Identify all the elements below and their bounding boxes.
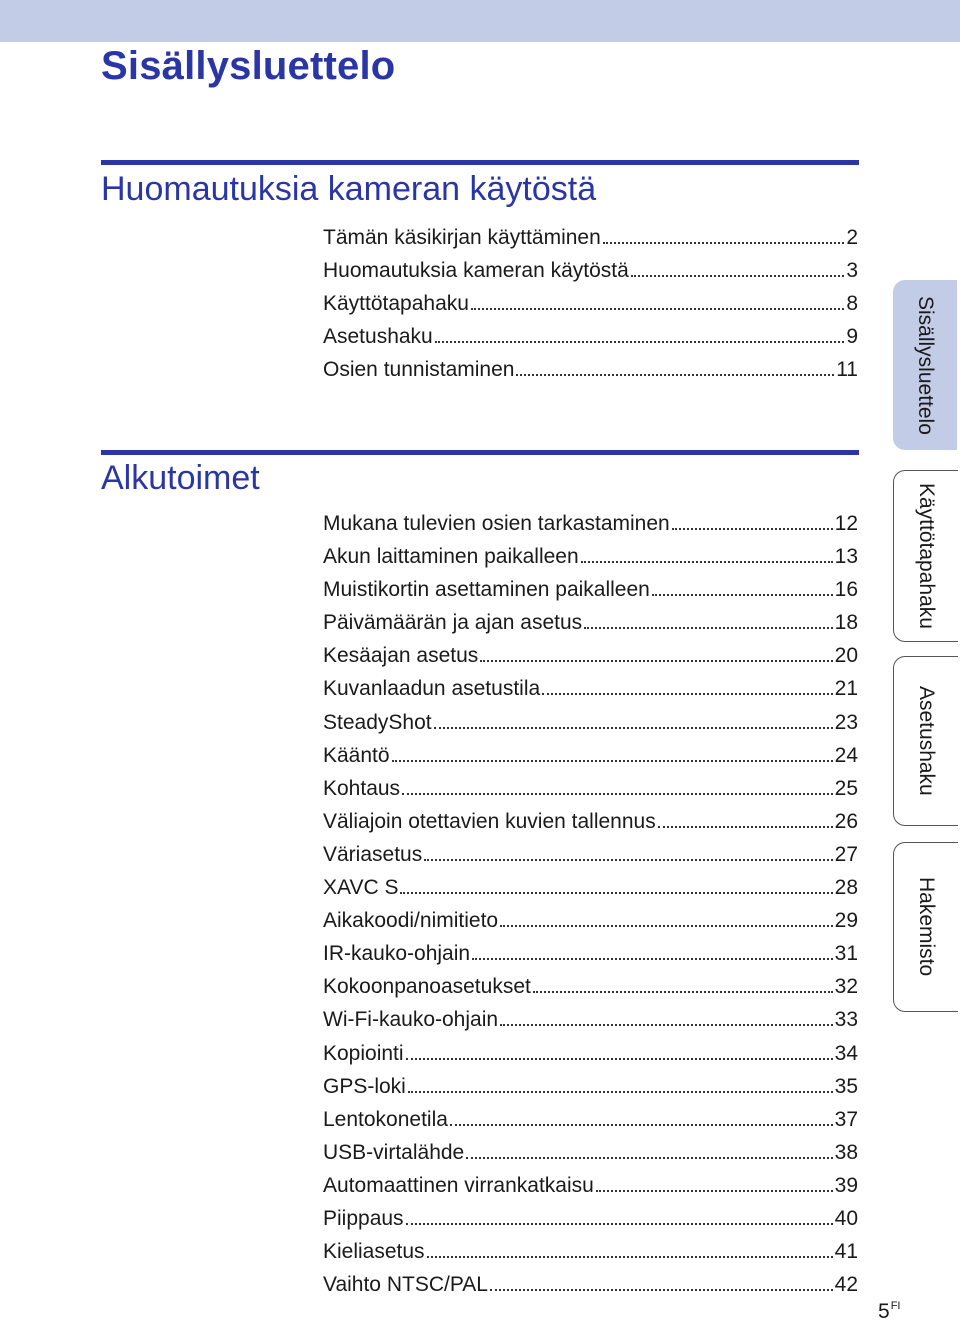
tab-label: Käyttötapahaku bbox=[915, 483, 938, 629]
dot-leader bbox=[658, 822, 833, 828]
tab-hakemisto[interactable] bbox=[893, 842, 958, 1012]
toc-entry-label: Muistikortin asettaminen paikalleen bbox=[323, 578, 650, 602]
dot-leader bbox=[603, 238, 845, 244]
toc-entry-label: Aikakoodi/nimitieto bbox=[323, 909, 499, 933]
toc-entry-page: 28 bbox=[834, 876, 858, 900]
toc-entry-label: Automaattinen virrankatkaisu bbox=[323, 1173, 594, 1197]
toc-entry-page: 31 bbox=[834, 942, 858, 966]
toc-entry-page: 40 bbox=[834, 1206, 858, 1230]
toc-entry-page: 2 bbox=[846, 226, 858, 249]
toc-entry[interactable] bbox=[323, 292, 858, 325]
toc-entry-label: Kääntö bbox=[323, 743, 390, 767]
dot-leader bbox=[672, 524, 833, 530]
toc-entry-page: 29 bbox=[834, 909, 858, 933]
toc-entry[interactable] bbox=[323, 744, 858, 777]
toc-entry-page: 27 bbox=[834, 842, 858, 866]
toc-entry-page: 23 bbox=[834, 710, 858, 734]
toc-entry-page: 32 bbox=[834, 975, 858, 999]
toc-entry-page: 42 bbox=[834, 1273, 858, 1297]
dot-leader bbox=[434, 723, 833, 729]
toc-entry-label: Kesäajan asetus bbox=[323, 644, 479, 668]
toc-entry-page: 37 bbox=[834, 1107, 858, 1131]
dot-leader bbox=[472, 954, 833, 960]
toc-entry[interactable] bbox=[323, 677, 858, 710]
dot-leader bbox=[516, 370, 834, 376]
dot-leader bbox=[392, 756, 833, 762]
toc-entry[interactable] bbox=[323, 358, 858, 391]
toc-entry-page: 35 bbox=[834, 1074, 858, 1098]
toc-entry-page: 16 bbox=[834, 578, 858, 602]
tab-label: Hakemisto bbox=[915, 877, 938, 977]
section-heading: Alkutoimet bbox=[101, 459, 260, 497]
toc-entry-label: Väriasetus bbox=[323, 842, 423, 866]
toc-entry-page: 25 bbox=[834, 776, 858, 800]
toc-entry-label: Väliajoin otettavien kuvien tallennus bbox=[323, 809, 656, 833]
toc-entry[interactable] bbox=[323, 909, 858, 942]
page-title: Sisällysluettelo bbox=[101, 44, 396, 88]
toc-entry-page: 24 bbox=[834, 743, 858, 767]
toc-entry[interactable] bbox=[323, 975, 858, 1008]
toc-entry-label: Tämän käsikirjan käyttäminen bbox=[323, 226, 601, 249]
dot-leader bbox=[652, 590, 833, 596]
tab-asetushaku[interactable] bbox=[893, 656, 958, 826]
toc-entry[interactable] bbox=[323, 611, 858, 644]
toc-entry-label: Vaihto NTSC/PAL bbox=[323, 1273, 488, 1297]
toc-entry[interactable] bbox=[323, 810, 858, 843]
section-heading: Huomautuksia kameran käytöstä bbox=[101, 170, 597, 208]
toc-entry-page: 33 bbox=[834, 1008, 858, 1032]
dot-leader bbox=[402, 789, 833, 795]
dot-leader bbox=[490, 1285, 833, 1291]
dot-leader bbox=[406, 1219, 833, 1225]
toc-entry[interactable] bbox=[323, 1108, 858, 1141]
toc-entry-label: Kopiointi bbox=[323, 1041, 404, 1065]
toc-entry-page: 38 bbox=[834, 1140, 858, 1164]
toc-entry-label: Osien tunnistaminen bbox=[323, 358, 515, 382]
toc-entry-label: Kuvanlaadun asetustila bbox=[323, 677, 541, 701]
tab-sisallysluettelo[interactable] bbox=[893, 280, 957, 450]
toc-entry[interactable] bbox=[323, 325, 858, 358]
page-number bbox=[878, 1300, 900, 1324]
dot-leader bbox=[471, 304, 844, 310]
toc-entry-label: Käyttötapahaku bbox=[323, 292, 469, 316]
dot-leader bbox=[480, 656, 832, 662]
toc-entry[interactable] bbox=[323, 1273, 858, 1306]
toc-entry-label: Asetushaku bbox=[323, 325, 433, 349]
toc-entry-label: Huomautuksia kameran käytöstä bbox=[323, 259, 629, 283]
toc-entry[interactable] bbox=[323, 1240, 858, 1273]
dot-leader bbox=[466, 1153, 832, 1159]
toc-entry-page: 41 bbox=[834, 1240, 858, 1264]
toc-entry[interactable] bbox=[323, 777, 858, 810]
toc-entry[interactable] bbox=[323, 711, 858, 744]
toc-entry-label: XAVC S bbox=[323, 876, 399, 900]
dot-leader bbox=[408, 1087, 833, 1093]
tab-kayttotapahaku[interactable] bbox=[893, 470, 958, 642]
toc-entry-page: 3 bbox=[846, 259, 858, 283]
toc-list bbox=[323, 226, 858, 391]
toc-entry-label: IR-kauko-ohjain bbox=[323, 942, 471, 966]
tab-label: Sisällysluettelo bbox=[914, 295, 937, 435]
toc-entry[interactable] bbox=[323, 876, 858, 909]
toc-entry-label: GPS-loki bbox=[323, 1074, 406, 1098]
toc-entry-page: 9 bbox=[846, 325, 858, 349]
toc-entry[interactable] bbox=[323, 644, 858, 677]
dot-leader bbox=[500, 1020, 833, 1026]
dot-leader bbox=[435, 337, 845, 343]
toc-entry-label: Kieliasetus bbox=[323, 1240, 425, 1264]
toc-entry-page: 21 bbox=[834, 677, 858, 701]
dot-leader bbox=[542, 689, 832, 695]
dot-leader bbox=[450, 1120, 833, 1126]
dot-leader bbox=[596, 1186, 833, 1192]
toc-entry[interactable] bbox=[323, 843, 858, 876]
toc-entry[interactable] bbox=[323, 1141, 858, 1174]
toc-entry-label: USB-virtalähde bbox=[323, 1140, 465, 1164]
section-rule bbox=[101, 160, 859, 165]
toc-entry-page: 11 bbox=[836, 358, 858, 382]
tab-label: Asetushaku bbox=[915, 686, 938, 796]
toc-entry[interactable] bbox=[323, 1174, 858, 1207]
section-rule bbox=[101, 450, 859, 455]
toc-entry-page: 39 bbox=[834, 1173, 858, 1197]
top-bar bbox=[0, 0, 960, 42]
toc-entry-page: 13 bbox=[834, 545, 858, 569]
toc-entry-label: Kokoonpanoasetukset bbox=[323, 975, 531, 999]
dot-leader bbox=[424, 855, 832, 861]
toc-entry-label: Piippaus bbox=[323, 1206, 404, 1230]
toc-entry[interactable] bbox=[323, 578, 858, 611]
dot-leader bbox=[427, 1252, 833, 1258]
toc-entry-page: 20 bbox=[834, 644, 858, 668]
toc-entry-page: 26 bbox=[834, 809, 858, 833]
page-number-suffix: FI bbox=[890, 1300, 901, 1312]
toc-entry[interactable] bbox=[323, 942, 858, 975]
toc-entry[interactable] bbox=[323, 545, 858, 578]
toc-entry-label: SteadyShot bbox=[323, 710, 432, 734]
toc-entry[interactable] bbox=[323, 1075, 858, 1108]
dot-leader bbox=[584, 623, 832, 629]
toc-entry-label: Päivämäärän ja ajan asetus bbox=[323, 611, 583, 635]
dot-leader bbox=[406, 1054, 833, 1060]
page-number-value: 5 bbox=[878, 1300, 890, 1323]
dot-leader bbox=[581, 557, 833, 563]
toc-entry[interactable] bbox=[323, 226, 858, 259]
toc-entry-page: 18 bbox=[834, 611, 858, 635]
dot-leader bbox=[500, 921, 833, 927]
toc-entry[interactable] bbox=[323, 1207, 858, 1240]
toc-entry[interactable] bbox=[323, 1008, 858, 1041]
toc-entry-label: Mukana tulevien osien tarkastaminen bbox=[323, 512, 670, 535]
toc-entry-page: 12 bbox=[834, 512, 858, 535]
toc-entry-label: Akun laittaminen paikalleen bbox=[323, 545, 579, 569]
toc-entry-page: 34 bbox=[834, 1041, 858, 1065]
dot-leader bbox=[631, 271, 845, 277]
toc-entry-label: Kohtaus bbox=[323, 776, 401, 800]
toc-entry[interactable] bbox=[323, 259, 858, 292]
toc-list bbox=[323, 512, 858, 1306]
toc-entry[interactable] bbox=[323, 512, 858, 545]
toc-entry-page: 8 bbox=[846, 292, 858, 316]
dot-leader bbox=[400, 888, 832, 894]
dot-leader bbox=[533, 987, 833, 993]
toc-entry-label: Wi-Fi-kauko-ohjain bbox=[323, 1008, 499, 1032]
toc-entry-label: Lentokonetila bbox=[323, 1107, 448, 1131]
toc-entry[interactable] bbox=[323, 1042, 858, 1075]
